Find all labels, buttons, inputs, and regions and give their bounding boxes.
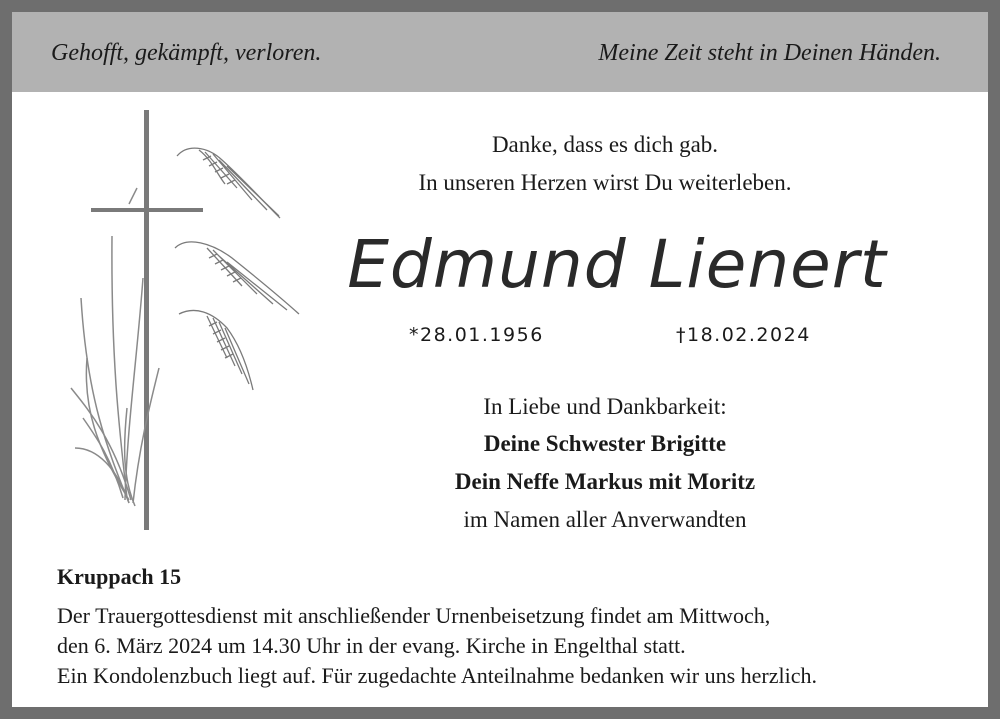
header-band <box>12 12 988 92</box>
mourners-relatives: im Namen aller Anverwandten <box>463 507 747 532</box>
notice-line-3: Ein Kondolenzbuch liegt auf. Für zugedachte Anteilnahme bedanken wir uns herzlich. <box>57 663 817 688</box>
intro-line-1: Danke, dass es dich gab. <box>491 132 719 157</box>
cross-icon <box>91 110 203 530</box>
header-right-quote: Meine Zeit steht in Deinen Händen. <box>598 40 941 66</box>
obituary-card <box>12 12 988 707</box>
address: Kruppach 15 <box>57 564 182 589</box>
mourner-sister: Deine Schwester Brigitte <box>483 431 727 456</box>
notice-line-2: den 6. März 2024 um 14.30 Uhr in der evang. Kirche in Engelthal statt. <box>57 633 686 658</box>
mourner-nephew: Dein Neffe Markus mit Moritz <box>454 469 756 494</box>
deceased-name: Edmund Lienert <box>347 226 887 303</box>
funeral-notice <box>57 601 957 691</box>
header-left-quote: Gehofft, gekämpft, verloren. <box>51 40 322 66</box>
death-date: †18.02.2024 <box>676 324 811 346</box>
birth-date: *28.01.1956 <box>409 324 544 346</box>
intro-line-2: In unseren Herzen wirst Du weiterleben. <box>418 170 792 195</box>
notice-line-1: Der Trauergottesdienst mit anschließender Urnenbeisetzung findet am Mittwoch, <box>57 603 771 628</box>
mourners-intro: In Liebe und Dankbarkeit: <box>483 394 727 419</box>
